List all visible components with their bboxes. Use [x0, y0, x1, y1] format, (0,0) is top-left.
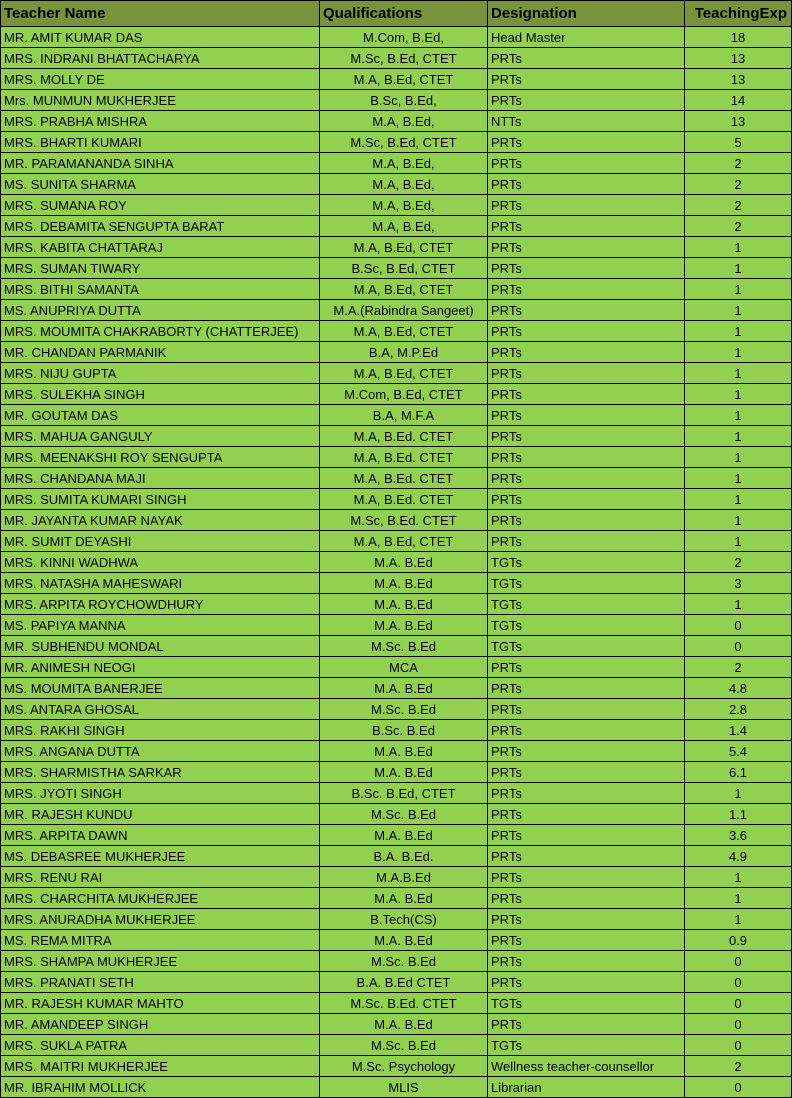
teaching-exp-cell[interactable]: 0 — [685, 1014, 792, 1035]
designation-cell[interactable]: PRTs — [488, 1014, 685, 1035]
teacher-name-cell[interactable]: MR. RAJESH KUMAR MAHTO — [1, 993, 320, 1014]
teaching-exp-cell[interactable]: 1 — [685, 888, 792, 909]
qualifications-cell[interactable]: B.A, M.F.A — [320, 405, 488, 426]
teaching-exp-cell[interactable]: 1 — [685, 321, 792, 342]
table-row — [1, 1014, 792, 1035]
table-row — [1, 720, 792, 741]
designation-cell[interactable]: PRTs — [488, 972, 685, 993]
teacher-name-cell[interactable]: MRS. SHARMISTHA SARKAR — [1, 762, 320, 783]
teacher-name-cell[interactable]: MS. ANUPRIYA DUTTA — [1, 300, 320, 321]
teaching-exp-cell[interactable]: 3.6 — [685, 825, 792, 846]
designation-cell[interactable]: PRTs — [488, 405, 685, 426]
teaching-exp-cell[interactable]: 0 — [685, 636, 792, 657]
teacher-name-cell[interactable]: MR. RAJESH KUNDU — [1, 804, 320, 825]
teaching-exp-cell[interactable]: 1 — [685, 447, 792, 468]
teacher-name-cell[interactable]: MS. PAPIYA MANNA — [1, 615, 320, 636]
teacher-name-cell[interactable]: MR. SUBHENDU MONDAL — [1, 636, 320, 657]
table-row — [1, 825, 792, 846]
table-row — [1, 846, 792, 867]
qualifications-cell[interactable]: M.A. B.Ed — [320, 762, 488, 783]
qualifications-cell[interactable]: M.A, B.Ed, — [320, 153, 488, 174]
teaching-exp-cell[interactable]: 1.4 — [685, 720, 792, 741]
designation-cell[interactable]: PRTs — [488, 321, 685, 342]
teacher-name-cell[interactable]: MRS. INDRANI BHATTACHARYA — [1, 48, 320, 69]
teacher-name-cell[interactable]: MRS. JYOTI SINGH — [1, 783, 320, 804]
designation-cell[interactable]: PRTs — [488, 909, 685, 930]
teaching-exp-cell[interactable]: 1 — [685, 489, 792, 510]
table-row — [1, 552, 792, 573]
teaching-exp-cell[interactable]: 14 — [685, 90, 792, 111]
teacher-name-cell[interactable]: MR. GOUTAM DAS — [1, 405, 320, 426]
teacher-name-cell[interactable]: MRS. PRANATI SETH — [1, 972, 320, 993]
qualifications-cell[interactable]: B.A. B.Ed. — [320, 846, 488, 867]
designation-cell[interactable]: PRTs — [488, 951, 685, 972]
table-row — [1, 804, 792, 825]
table-row — [1, 111, 792, 132]
designation-cell[interactable]: PRTs — [488, 657, 685, 678]
teaching-exp-cell[interactable]: 1 — [685, 279, 792, 300]
teacher-name-cell[interactable]: MRS. ANURADHA MUKHERJEE — [1, 909, 320, 930]
teacher-name-cell[interactable]: MRS. MAITRI MUKHERJEE — [1, 1056, 320, 1077]
designation-cell[interactable]: PRTs — [488, 48, 685, 69]
table-row — [1, 1056, 792, 1077]
table-row — [1, 783, 792, 804]
qualifications-cell[interactable]: B.A, M.P.Ed — [320, 342, 488, 363]
teacher-name-cell[interactable]: MRS. NIJU GUPTA — [1, 363, 320, 384]
teacher-name-cell[interactable]: MRS. ARPITA ROYCHOWDHURY — [1, 594, 320, 615]
qualifications-cell[interactable]: M.Sc. B.Ed — [320, 636, 488, 657]
teacher-name-cell[interactable]: MRS. CHARCHITA MUKHERJEE — [1, 888, 320, 909]
teacher-name-cell[interactable]: MS. SUNITA SHARMA — [1, 174, 320, 195]
table-row — [1, 237, 792, 258]
qualifications-cell[interactable]: M.A.(Rabindra Sangeet) — [320, 300, 488, 321]
teacher-name-cell[interactable]: MR. AMANDEEP SINGH — [1, 1014, 320, 1035]
designation-cell[interactable]: PRTs — [488, 279, 685, 300]
qualifications-cell[interactable]: M.A, B.Ed, CTET — [320, 531, 488, 552]
designation-cell[interactable]: NTTs — [488, 111, 685, 132]
table-row — [1, 363, 792, 384]
teacher-name-cell[interactable]: MRS. CHANDANA MAJI — [1, 468, 320, 489]
qualifications-cell[interactable]: M.A.B.Ed — [320, 867, 488, 888]
qualifications-cell[interactable]: B.Sc. B.Ed — [320, 720, 488, 741]
qualifications-cell[interactable]: M.Sc. B.Ed — [320, 951, 488, 972]
designation-cell[interactable]: Librarian — [488, 1077, 685, 1098]
teaching-exp-cell[interactable]: 1 — [685, 342, 792, 363]
designation-cell[interactable]: PRTs — [488, 510, 685, 531]
teaching-exp-cell[interactable]: 0 — [685, 951, 792, 972]
teacher-name-cell[interactable]: MRS. MOUMITA CHAKRABORTY (CHATTERJEE) — [1, 321, 320, 342]
header-teaching-exp[interactable]: TeachingExp — [685, 1, 792, 27]
table-row — [1, 258, 792, 279]
designation-cell[interactable]: PRTs — [488, 426, 685, 447]
table-row — [1, 69, 792, 90]
designation-cell[interactable]: PRTs — [488, 195, 685, 216]
teaching-exp-cell[interactable]: 0 — [685, 615, 792, 636]
qualifications-cell[interactable]: M.A. B.Ed — [320, 825, 488, 846]
designation-cell[interactable]: PRTs — [488, 174, 685, 195]
teaching-exp-cell[interactable]: 5 — [685, 132, 792, 153]
teacher-name-cell[interactable]: MR. AMIT KUMAR DAS — [1, 27, 320, 48]
qualifications-cell[interactable]: M.A, B.Ed, — [320, 216, 488, 237]
table-row — [1, 153, 792, 174]
teacher-name-cell[interactable]: MRS. KINNI WADHWA — [1, 552, 320, 573]
qualifications-cell[interactable]: M.A, B.Ed, — [320, 111, 488, 132]
qualifications-cell[interactable]: M.A. B.Ed — [320, 594, 488, 615]
table-row — [1, 468, 792, 489]
teacher-name-cell[interactable]: MR. PARAMANANDA SINHA — [1, 153, 320, 174]
table-row — [1, 426, 792, 447]
designation-cell[interactable]: PRTs — [488, 867, 685, 888]
teacher-name-cell[interactable]: MS. REMA MITRA — [1, 930, 320, 951]
qualifications-cell[interactable]: M.A, B.Ed. CTET — [320, 426, 488, 447]
designation-cell[interactable]: PRTs — [488, 699, 685, 720]
designation-cell[interactable]: PRTs — [488, 489, 685, 510]
qualifications-cell[interactable]: M.A, B.Ed, CTET — [320, 237, 488, 258]
designation-cell[interactable]: PRTs — [488, 825, 685, 846]
teaching-exp-cell[interactable]: 2 — [685, 216, 792, 237]
table-row — [1, 930, 792, 951]
qualifications-cell[interactable]: M.A, B.Ed, CTET — [320, 279, 488, 300]
teaching-exp-cell[interactable]: 1 — [685, 594, 792, 615]
qualifications-cell[interactable]: M.A, B.Ed, CTET — [320, 363, 488, 384]
teaching-exp-cell[interactable]: 18 — [685, 27, 792, 48]
qualifications-cell[interactable]: M.A, B.Ed, — [320, 174, 488, 195]
teaching-exp-cell[interactable]: 1 — [685, 300, 792, 321]
teaching-exp-cell[interactable]: 1 — [685, 531, 792, 552]
designation-cell[interactable]: PRTs — [488, 720, 685, 741]
designation-cell[interactable]: PRTs — [488, 468, 685, 489]
teacher-name-cell[interactable]: MR. SUMIT DEYASHI — [1, 531, 320, 552]
teacher-name-cell[interactable]: MRS. MEENAKSHI ROY SENGUPTA — [1, 447, 320, 468]
teacher-name-cell[interactable]: MRS. SUMITA KUMARI SINGH — [1, 489, 320, 510]
table-row — [1, 531, 792, 552]
designation-cell[interactable]: PRTs — [488, 363, 685, 384]
table-body — [1, 27, 792, 1098]
teaching-exp-cell[interactable]: 13 — [685, 111, 792, 132]
designation-cell[interactable]: PRTs — [488, 216, 685, 237]
qualifications-cell[interactable]: MLIS — [320, 1077, 488, 1098]
designation-cell[interactable]: PRTs — [488, 846, 685, 867]
table-row — [1, 48, 792, 69]
designation-cell[interactable]: Wellness teacher-counsellor — [488, 1056, 685, 1077]
teaching-exp-cell[interactable]: 1 — [685, 363, 792, 384]
designation-cell[interactable]: PRTs — [488, 804, 685, 825]
teaching-exp-cell[interactable]: 5.4 — [685, 741, 792, 762]
teacher-name-cell[interactable]: MRS. ARPITA DAWN — [1, 825, 320, 846]
teaching-exp-cell[interactable]: 0 — [685, 1035, 792, 1056]
table-row — [1, 741, 792, 762]
designation-cell[interactable]: PRTs — [488, 741, 685, 762]
qualifications-cell[interactable]: M.A, B.Ed, — [320, 195, 488, 216]
teacher-name-cell[interactable]: MRS. KABITA CHATTARAJ — [1, 237, 320, 258]
table-row — [1, 573, 792, 594]
teaching-exp-cell[interactable]: 1 — [685, 426, 792, 447]
table-row — [1, 510, 792, 531]
teaching-exp-cell[interactable]: 0 — [685, 1077, 792, 1098]
teacher-name-cell[interactable]: MRS. ANGANA DUTTA — [1, 741, 320, 762]
teaching-exp-cell[interactable]: 13 — [685, 48, 792, 69]
teaching-exp-cell[interactable]: 1 — [685, 909, 792, 930]
qualifications-cell[interactable]: B.Sc, B.Ed, — [320, 90, 488, 111]
teaching-exp-cell[interactable]: 1 — [685, 867, 792, 888]
designation-cell[interactable]: TGTs — [488, 615, 685, 636]
teaching-exp-cell[interactable]: 1 — [685, 237, 792, 258]
designation-cell[interactable]: PRTs — [488, 783, 685, 804]
table-row — [1, 27, 792, 48]
teaching-exp-cell[interactable]: 13 — [685, 69, 792, 90]
teaching-exp-cell[interactable]: 4.8 — [685, 678, 792, 699]
teacher-name-cell[interactable]: MR. CHANDAN PARMANIK — [1, 342, 320, 363]
table-row — [1, 300, 792, 321]
teaching-exp-cell[interactable]: 1.1 — [685, 804, 792, 825]
teacher-name-cell[interactable]: MR. IBRAHIM MOLLICK — [1, 1077, 320, 1098]
designation-cell[interactable]: PRTs — [488, 90, 685, 111]
teacher-name-cell[interactable]: MR. ANIMESH NEOGI — [1, 657, 320, 678]
table-row — [1, 951, 792, 972]
designation-cell[interactable]: TGTs — [488, 1035, 685, 1056]
teaching-exp-cell[interactable]: 1 — [685, 510, 792, 531]
qualifications-cell[interactable]: M.Sc, B.Ed. CTET — [320, 510, 488, 531]
qualifications-cell[interactable]: M.A. B.Ed — [320, 552, 488, 573]
teaching-exp-cell[interactable]: 2 — [685, 195, 792, 216]
teaching-exp-cell[interactable]: 1 — [685, 468, 792, 489]
designation-cell[interactable]: PRTs — [488, 678, 685, 699]
teacher-name-cell[interactable]: Mrs. MUNMUN MUKHERJEE — [1, 90, 320, 111]
designation-cell[interactable]: PRTs — [488, 69, 685, 90]
qualifications-cell[interactable]: M.A, B.Ed, CTET — [320, 69, 488, 90]
table-row — [1, 888, 792, 909]
teacher-name-cell[interactable]: MRS. RAKHI SINGH — [1, 720, 320, 741]
table-row — [1, 1077, 792, 1098]
teaching-exp-cell[interactable]: 0.9 — [685, 930, 792, 951]
table-row — [1, 447, 792, 468]
teacher-name-cell[interactable]: MS. MOUMITA BANERJEE — [1, 678, 320, 699]
table-row — [1, 699, 792, 720]
teacher-name-cell[interactable]: MRS. DEBAMITA SENGUPTA BARAT — [1, 216, 320, 237]
teaching-exp-cell[interactable]: 0 — [685, 972, 792, 993]
teaching-exp-cell[interactable]: 2 — [685, 657, 792, 678]
qualifications-cell[interactable]: M.A. B.Ed — [320, 678, 488, 699]
qualifications-cell[interactable]: M.Sc. B.Ed — [320, 1035, 488, 1056]
teacher-name-cell[interactable]: MRS. SUKLA PATRA — [1, 1035, 320, 1056]
teacher-name-cell[interactable]: MRS. SUMANA ROY — [1, 195, 320, 216]
qualifications-cell[interactable]: M.A. B.Ed — [320, 615, 488, 636]
qualifications-cell[interactable]: M.A, B.Ed. CTET — [320, 468, 488, 489]
teaching-exp-cell[interactable]: 1 — [685, 258, 792, 279]
teacher-name-cell[interactable]: MRS. PRABHA MISHRA — [1, 111, 320, 132]
header-row — [1, 1, 792, 27]
designation-cell[interactable]: PRTs — [488, 930, 685, 951]
designation-cell[interactable]: PRTs — [488, 384, 685, 405]
designation-cell[interactable]: PRTs — [488, 132, 685, 153]
table-row — [1, 867, 792, 888]
qualifications-cell[interactable]: M.A. B.Ed — [320, 888, 488, 909]
teaching-exp-cell[interactable]: 2 — [685, 552, 792, 573]
teacher-name-cell[interactable]: MRS. MOLLY DE — [1, 69, 320, 90]
qualifications-cell[interactable]: M.A, B.Ed, CTET — [320, 321, 488, 342]
header-teacher-name[interactable]: Teacher Name — [1, 1, 320, 27]
designation-cell[interactable]: PRTs — [488, 888, 685, 909]
table-row — [1, 90, 792, 111]
designation-cell[interactable]: PRTs — [488, 342, 685, 363]
table-row — [1, 489, 792, 510]
table-row — [1, 132, 792, 153]
teacher-name-cell[interactable]: MRS. BHARTI KUMARI — [1, 132, 320, 153]
designation-cell[interactable]: TGTs — [488, 594, 685, 615]
designation-cell[interactable]: PRTs — [488, 300, 685, 321]
teaching-exp-cell[interactable]: 2 — [685, 174, 792, 195]
qualifications-cell[interactable]: M.Sc. Psychology — [320, 1056, 488, 1077]
qualifications-cell[interactable]: M.A, B.Ed. CTET — [320, 447, 488, 468]
designation-cell[interactable]: TGTs — [488, 993, 685, 1014]
qualifications-cell[interactable]: M.Sc, B.Ed, CTET — [320, 132, 488, 153]
designation-cell[interactable]: PRTs — [488, 762, 685, 783]
teaching-exp-cell[interactable]: 4.9 — [685, 846, 792, 867]
table-row — [1, 279, 792, 300]
teaching-exp-cell[interactable]: 2 — [685, 1056, 792, 1077]
qualifications-cell[interactable]: B.Sc. B.Ed, CTET — [320, 783, 488, 804]
teacher-name-cell[interactable]: MRS. BITHI SAMANTA — [1, 279, 320, 300]
table-row — [1, 909, 792, 930]
qualifications-cell[interactable]: M.Sc. B.Ed — [320, 804, 488, 825]
header-designation[interactable]: Designation — [488, 1, 685, 27]
table-row — [1, 321, 792, 342]
qualifications-cell[interactable]: M.A. B.Ed — [320, 1014, 488, 1035]
teaching-exp-cell[interactable]: 1 — [685, 405, 792, 426]
table-row — [1, 384, 792, 405]
teacher-name-cell[interactable]: MR. JAYANTA KUMAR NAYAK — [1, 510, 320, 531]
table-row — [1, 972, 792, 993]
table-row — [1, 657, 792, 678]
teacher-name-cell[interactable]: MRS. MAHUA GANGULY — [1, 426, 320, 447]
designation-cell[interactable]: PRTs — [488, 447, 685, 468]
teaching-exp-cell[interactable]: 0 — [685, 993, 792, 1014]
table-row — [1, 174, 792, 195]
teacher-name-cell[interactable]: MRS. SHAMPA MUKHERJEE — [1, 951, 320, 972]
qualifications-cell[interactable]: M.Com, B.Ed, — [320, 27, 488, 48]
qualifications-cell[interactable]: M.Sc. B.Ed — [320, 699, 488, 720]
teacher-name-cell[interactable]: MRS. RENU RAI — [1, 867, 320, 888]
teacher-name-cell[interactable]: MS. ANTARA GHOSAL — [1, 699, 320, 720]
designation-cell[interactable]: PRTs — [488, 153, 685, 174]
designation-cell[interactable]: PRTs — [488, 237, 685, 258]
table-row — [1, 342, 792, 363]
teacher-name-cell[interactable]: MRS. SULEKHA SINGH — [1, 384, 320, 405]
teaching-exp-cell[interactable]: 2 — [685, 153, 792, 174]
table-header — [1, 1, 792, 27]
designation-cell[interactable]: TGTs — [488, 573, 685, 594]
qualifications-cell[interactable]: M.Sc. B.Ed. CTET — [320, 993, 488, 1014]
qualifications-cell[interactable]: B.A. B.Ed CTET — [320, 972, 488, 993]
teacher-name-cell[interactable]: MRS. SUMAN TIWARY — [1, 258, 320, 279]
table-row — [1, 636, 792, 657]
table-row — [1, 615, 792, 636]
qualifications-cell[interactable]: B.Sc, B.Ed, CTET — [320, 258, 488, 279]
teaching-exp-cell[interactable]: 1 — [685, 384, 792, 405]
qualifications-cell[interactable]: M.Com, B.Ed, CTET — [320, 384, 488, 405]
designation-cell[interactable]: TGTs — [488, 552, 685, 573]
table-row — [1, 1035, 792, 1056]
header-qualifications[interactable]: Qualifications — [320, 1, 488, 27]
table-row — [1, 678, 792, 699]
table-row — [1, 405, 792, 426]
qualifications-cell[interactable]: M.A, B.Ed. CTET — [320, 489, 488, 510]
qualifications-cell[interactable]: M.A. B.Ed — [320, 573, 488, 594]
designation-cell[interactable]: PRTs — [488, 531, 685, 552]
teacher-name-cell[interactable]: MS. DEBASREE MUKHERJEE — [1, 846, 320, 867]
table-row — [1, 762, 792, 783]
table-row — [1, 195, 792, 216]
designation-cell[interactable]: PRTs — [488, 258, 685, 279]
table-row — [1, 594, 792, 615]
qualifications-cell[interactable]: MCA — [320, 657, 488, 678]
teaching-exp-cell[interactable]: 3 — [685, 573, 792, 594]
designation-cell[interactable]: TGTs — [488, 636, 685, 657]
table-row — [1, 993, 792, 1014]
teaching-exp-cell[interactable]: 6.1 — [685, 762, 792, 783]
table-row — [1, 216, 792, 237]
teaching-exp-cell[interactable]: 2.8 — [685, 699, 792, 720]
qualifications-cell[interactable]: M.A. B.Ed — [320, 741, 488, 762]
teaching-exp-cell[interactable]: 1 — [685, 783, 792, 804]
designation-cell[interactable]: Head Master — [488, 27, 685, 48]
teacher-name-cell[interactable]: MRS. NATASHA MAHESWARI — [1, 573, 320, 594]
qualifications-cell[interactable]: M.A. B.Ed — [320, 930, 488, 951]
qualifications-cell[interactable]: B.Tech(CS) — [320, 909, 488, 930]
qualifications-cell[interactable]: M.Sc, B.Ed, CTET — [320, 48, 488, 69]
